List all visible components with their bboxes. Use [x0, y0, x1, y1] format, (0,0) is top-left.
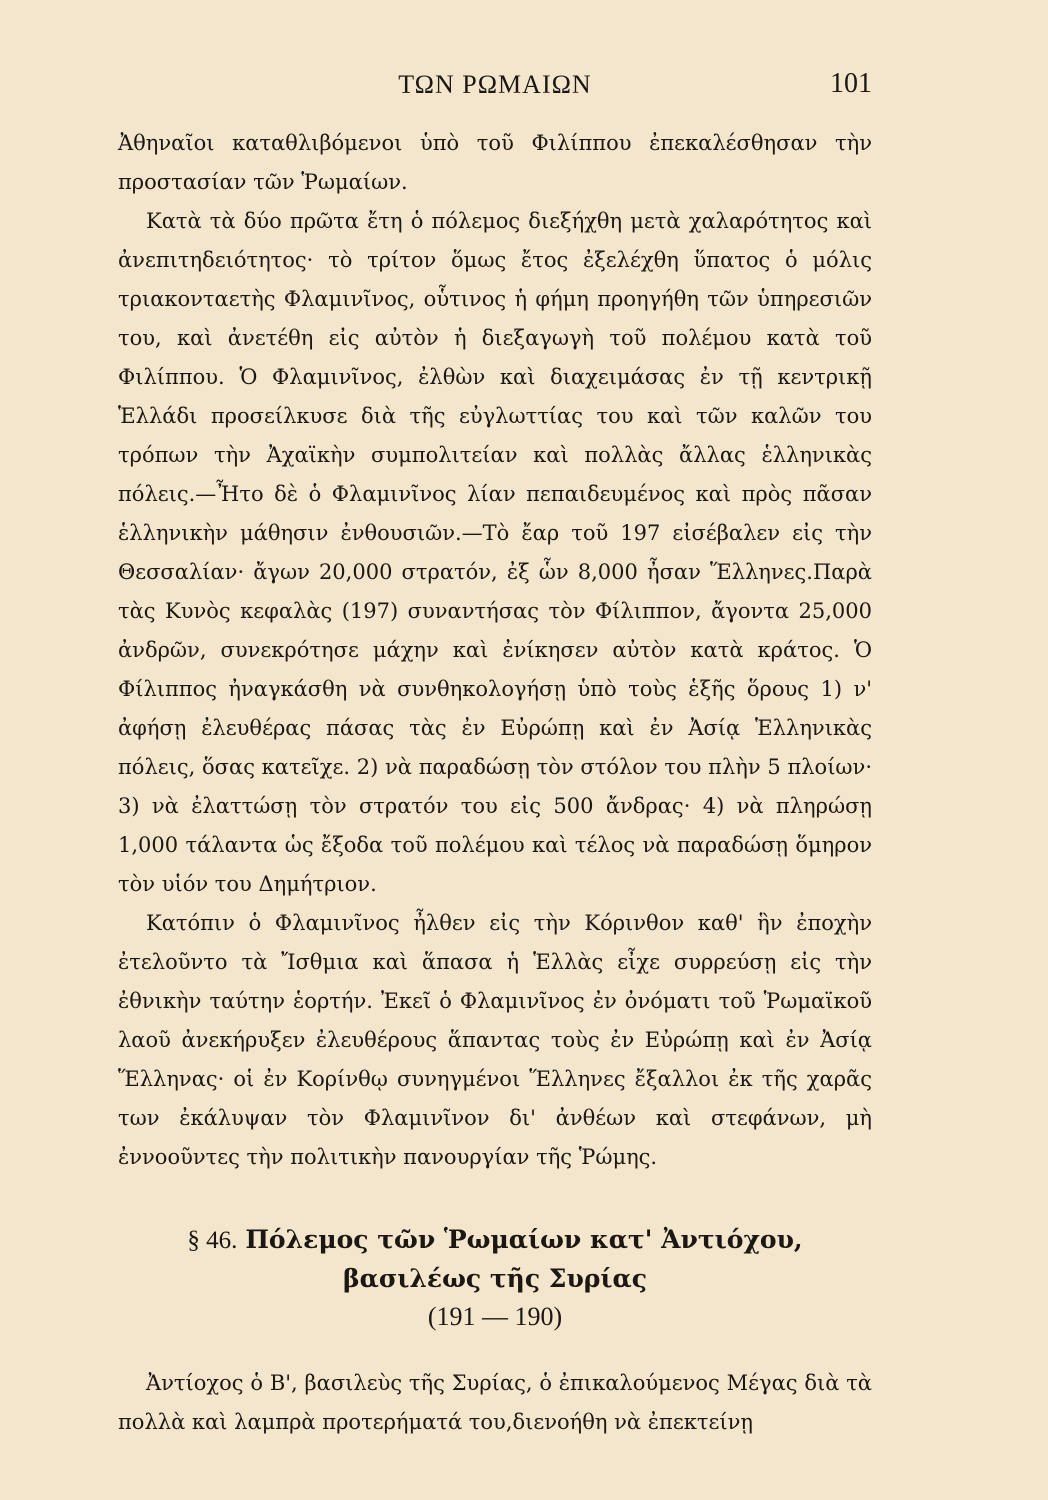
paragraph-antiochus: Ἀντίοχος ὁ Β', βασιλεὺς τῆς Συρίας, ὁ ἐπικαλούμενος Μέγας διὰ τὰ πολλὰ καὶ λαμπρὰ προτερήματά του,διενοήθη νὰ ἐπεκτείνῃ — [118, 1371, 872, 1434]
section-dates: (191 — 190) — [427, 1302, 563, 1331]
paragraph-isthmian-games: Κατόπιν ὁ Φλαμινῖνος ἦλθεν εἰς τὴν Κόρινθον καθ' ἣν ἐποχὴν ἐτελοῦντο τὰ Ἴσθμια καὶ ἅπασα ἡ Ἑλλὰς εἶχε συρρεύσῃ εἰς τὴν ἐθνικὴν ταύτην ἑορτήν. Ἐκεῖ ὁ Φλαμινῖνος ἐν ὀνόματι τοῦ Ῥωμαϊκοῦ λαοῦ ἀνεκήρυξεν ἐλευθέρους ἅπαντας τοὺς ἐν Εὐρώπῃ καὶ ἐν Ἀσίᾳ Ἕλληνας· οἱ ἐν Κορίνθῳ συνηγμένοι Ἕλληνες ἔξαλλοι ἐκ τῆς χαρᾶς των ἐκάλυψαν τὸν Φλαμινῖνον δι' ἀνθέων καὶ στεφάνων, μὴ ἐννοοῦντες τὴν πολιτικὴν πανουργίαν τῆς Ῥώμης. — [118, 911, 872, 1169]
running-header — [118, 62, 872, 106]
paragraph-athenians: Ἀθηναῖοι καταθλιβόμενοι ὑπὸ τοῦ Φιλίππου ἐπεκαλέσθησαν τὴν προστασίαν τῶν Ῥωμαίων. — [118, 131, 872, 194]
page-number: 101 — [830, 68, 872, 99]
section-title: Πόλεμος τῶν Ῥωμαίων κατ' Ἀντιόχου, βασιλέως τῆς Συρίας — [245, 1225, 803, 1293]
paragraph-flamininus-war: Κατὰ τὰ δύο πρῶτα ἔτη ὁ πόλεμος διεξήχθη μετὰ χαλαρότητος καὶ ἀνεπιτηδειότητος· τὸ τρίτον ὅμως ἔτος ἐξελέχθη ὕπατος ὁ μόλις τριακονταετὴς Φλαμινῖνος, οὗτινος ἡ φήμη προηγήθη τῶν ὑπηρεσιῶν του, καὶ ἀνετέθη εἰς αὐτὸν ἡ διεξαγωγὴ τοῦ πολέμου κατὰ τοῦ Φιλίππου. Ὁ Φλαμινῖνος, ἐλθὼν καὶ διαχειμάσας ἐν τῇ κεντρικῇ Ἑλλάδι προσείλκυσε διὰ τῆς εὐγλωττίας του καὶ τῶν καλῶν του τρόπων τὴν Ἀχαϊκὴν συμπολιτείαν καὶ πολλὰς ἄλλας ἑλληνικὰς πόλεις.—Ἦτο δὲ ὁ Φλαμινῖνος λίαν πεπαιδευμένος καὶ πρὸς πᾶσαν ἑλληνικὴν μάθησιν ἐνθουσιῶν.—Τὸ ἔαρ τοῦ 197 εἰσέβαλεν εἰς τὴν Θεσσαλίαν· ἄγων 20,000 στρατόν, ἐξ ὧν 8,000 ἦσαν Ἕλληνες.Παρὰ τὰς Κυνὸς κεφαλὰς (197) συναντήσας τὸν Φίλιππον, ἄγοντα 25,000 ἀνδρῶν, συνεκρότησε μάχην καὶ ἐνίκησεν αὐτὸν κατὰ κράτος. Ὁ Φίλιππος ἠναγκάσθη νὰ συνθηκολογήσῃ ὑπὸ τοὺς ἑξῆς ὅρους 1) ν' ἀφήσῃ ἐλευθέρας πάσας τὰς ἐν Εὐρώπῃ καὶ ἐν Ἀσίᾳ Ἑλληνικὰς πόλεις, ὅσας κατεῖχε. 2) νὰ παραδώσῃ τὸν στόλον του πλὴν 5 πλοίων· 3) νὰ ἐλαττώσῃ τὸν στρατόν του εἰς 500 ἄνδρας· 4) νὰ πληρώσῃ 1,000 τάλαντα ὡς ἔξοδα τοῦ πολέμου καὶ τέλος νὰ παραδώσῃ ὅμηρον τὸν υἱόν του Δημήτριον. — [118, 209, 872, 896]
running-title: ΤΩΝ ΡΩΜΑΙΩΝ — [398, 70, 592, 99]
section-heading — [118, 1221, 872, 1298]
section-number: § 46. — [187, 1227, 238, 1254]
